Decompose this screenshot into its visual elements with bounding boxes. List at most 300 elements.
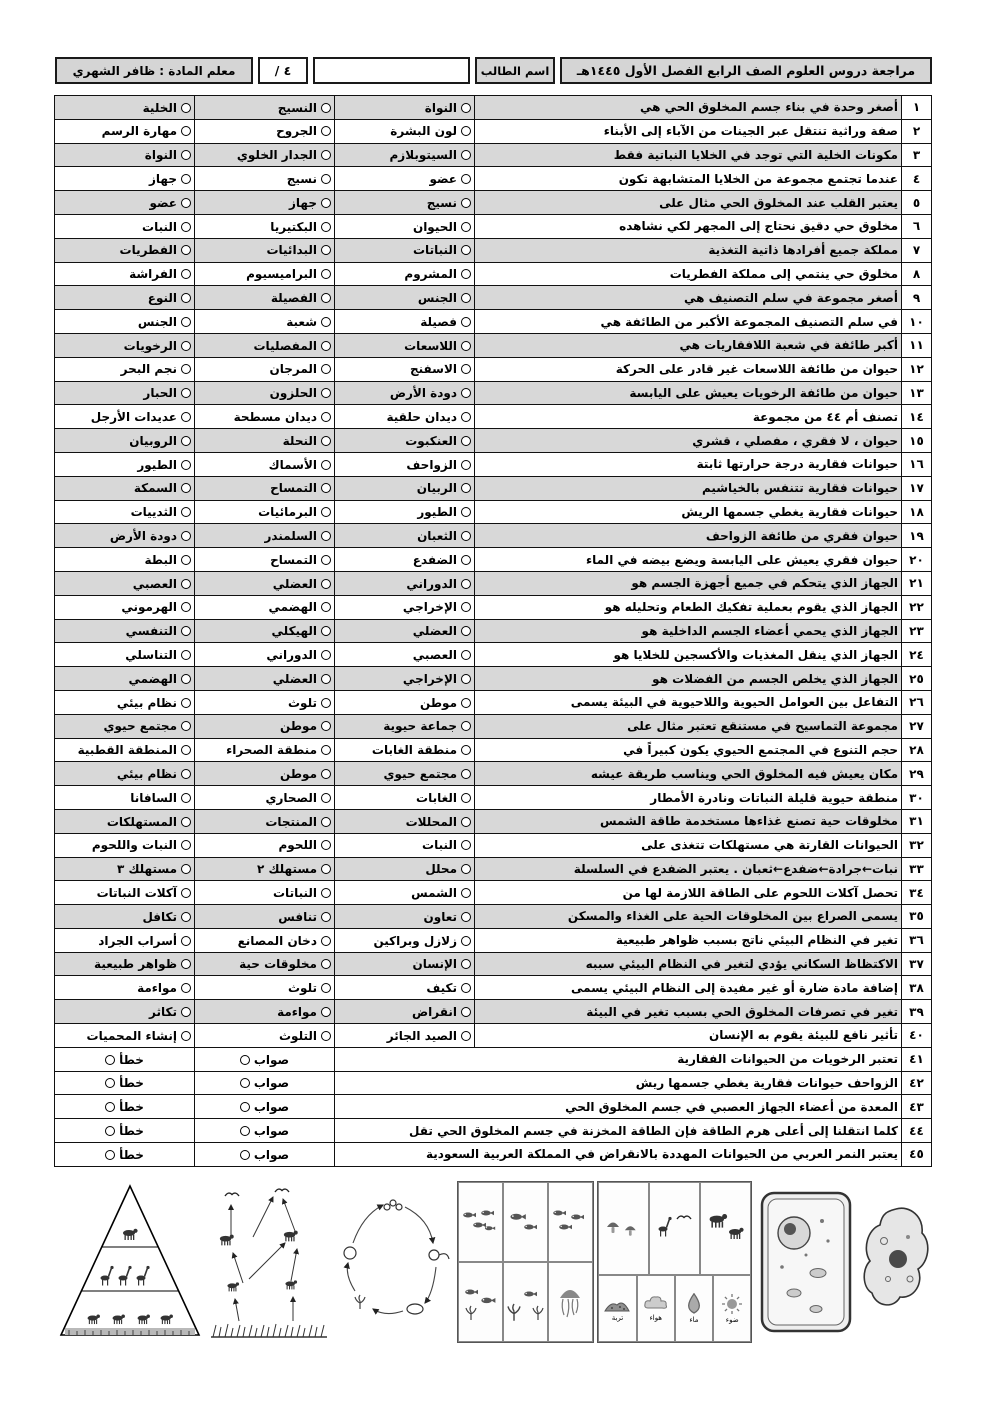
radio-icon[interactable] [181, 912, 191, 922]
student-name-field[interactable] [313, 57, 470, 84]
answer-option[interactable] [240, 1053, 289, 1067]
radio-icon[interactable] [240, 1078, 250, 1088]
answer-option[interactable] [97, 886, 191, 900]
answer-option[interactable] [429, 172, 471, 186]
answer-option[interactable] [273, 577, 331, 591]
radio-icon[interactable] [321, 198, 331, 208]
option-label: ديدان مسطحة [233, 410, 317, 424]
answer-option[interactable] [270, 386, 331, 400]
answer-option[interactable] [105, 1053, 144, 1067]
answer-option[interactable] [270, 553, 331, 567]
answer-option[interactable] [372, 743, 471, 757]
answer-option[interactable] [277, 1005, 331, 1019]
radio-icon[interactable] [321, 388, 331, 398]
answer-option[interactable] [420, 696, 471, 710]
answer-option[interactable] [129, 267, 191, 281]
answer-option[interactable] [258, 505, 331, 519]
answer-option[interactable] [268, 600, 331, 614]
radio-icon[interactable] [321, 460, 331, 470]
option-label: مستهلك ٢ [256, 862, 317, 877]
answer-option[interactable] [131, 505, 191, 519]
answer-option[interactable] [283, 434, 331, 448]
answer-option[interactable] [424, 910, 472, 924]
answer-option[interactable] [413, 220, 471, 234]
answer-option[interactable] [145, 148, 191, 162]
radio-icon[interactable] [181, 222, 191, 232]
option-label: تلوث [288, 695, 317, 710]
radio-icon[interactable] [321, 507, 331, 517]
radio-icon[interactable] [181, 126, 191, 136]
radio-icon[interactable] [321, 483, 331, 493]
radio-icon[interactable] [240, 1126, 250, 1136]
radio-icon[interactable] [181, 293, 191, 303]
answer-option[interactable] [246, 267, 331, 281]
option-label: البكتيريا [270, 219, 317, 234]
answer-option[interactable] [413, 624, 471, 638]
answer-option[interactable] [269, 362, 331, 376]
answer-option[interactable] [117, 696, 191, 710]
radio-icon[interactable] [181, 817, 191, 827]
radio-icon[interactable] [181, 507, 191, 517]
answer-option[interactable] [137, 981, 191, 995]
answer-option[interactable] [404, 339, 471, 353]
radio-icon[interactable] [321, 555, 331, 565]
answer-cell [55, 667, 195, 691]
radio-icon[interactable] [321, 864, 331, 874]
answer-option[interactable] [269, 458, 331, 472]
answer-option[interactable] [406, 815, 471, 829]
radio-icon[interactable] [321, 912, 331, 922]
radio-icon[interactable] [461, 555, 471, 565]
radio-icon[interactable] [461, 436, 471, 446]
answer-option[interactable] [145, 553, 191, 567]
radio-icon[interactable] [461, 650, 471, 660]
answer-option[interactable] [413, 553, 471, 567]
radio-icon[interactable] [461, 460, 471, 470]
answer-option[interactable] [240, 1124, 289, 1138]
answer-option[interactable] [105, 1148, 144, 1162]
radio-icon[interactable] [321, 341, 331, 351]
radio-icon[interactable] [461, 103, 471, 113]
radio-icon[interactable] [321, 103, 331, 113]
answer-option[interactable] [390, 386, 471, 400]
radio-icon[interactable] [181, 555, 191, 565]
radio-icon[interactable] [181, 198, 191, 208]
radio-icon[interactable] [321, 626, 331, 636]
radio-icon[interactable] [461, 888, 471, 898]
radio-icon[interactable] [461, 864, 471, 874]
answer-option[interactable] [404, 267, 471, 281]
radio-icon[interactable] [321, 959, 331, 969]
answer-option[interactable] [94, 957, 191, 971]
answer-cell [55, 191, 195, 215]
radio-icon[interactable] [321, 174, 331, 184]
answer-option[interactable] [403, 600, 471, 614]
answer-option[interactable] [133, 577, 191, 591]
answer-option[interactable] [107, 815, 191, 829]
answer-option[interactable] [403, 672, 471, 686]
answer-option[interactable] [266, 243, 331, 257]
radio-icon[interactable] [181, 103, 191, 113]
answer-option[interactable] [287, 172, 331, 186]
radio-icon[interactable] [181, 150, 191, 160]
radio-icon[interactable] [461, 531, 471, 541]
answer-option[interactable] [387, 1029, 471, 1043]
answer-option[interactable] [413, 243, 471, 257]
question-number: ١٩ [902, 524, 932, 548]
radio-icon[interactable] [461, 293, 471, 303]
answer-cell [55, 809, 195, 833]
answer-option[interactable] [426, 981, 471, 995]
radio-icon[interactable] [461, 698, 471, 708]
question-row [55, 1119, 932, 1143]
radio-icon[interactable] [461, 483, 471, 493]
radio-icon[interactable] [461, 674, 471, 684]
question-text: حيوانات فقارية تتنفس بالخياشيم [475, 476, 902, 500]
answer-option[interactable] [130, 791, 191, 805]
radio-icon[interactable] [105, 1126, 115, 1136]
answer-option[interactable] [121, 362, 191, 376]
answer-option[interactable] [416, 791, 471, 805]
radio-icon[interactable] [461, 769, 471, 779]
answer-option[interactable] [226, 743, 331, 757]
radio-icon[interactable] [181, 460, 191, 470]
radio-icon[interactable] [461, 1031, 471, 1041]
radio-icon[interactable] [461, 126, 471, 136]
answer-option[interactable] [422, 838, 471, 852]
radio-icon[interactable] [461, 912, 471, 922]
radio-icon[interactable] [461, 150, 471, 160]
answer-option[interactable] [105, 1124, 144, 1138]
radio-icon[interactable] [321, 412, 331, 422]
amoeba-figure [860, 1181, 932, 1343]
radio-icon[interactable] [461, 983, 471, 993]
option-label: لون البشرة [390, 124, 457, 139]
answer-option[interactable] [272, 624, 331, 638]
radio-icon[interactable] [461, 174, 471, 184]
answer-option[interactable] [405, 434, 471, 448]
radio-icon[interactable] [181, 317, 191, 327]
answer-option[interactable] [420, 315, 471, 329]
radio-icon[interactable] [181, 840, 191, 850]
answer-cell [55, 476, 195, 500]
radio-icon[interactable] [181, 864, 191, 874]
radio-icon[interactable] [461, 412, 471, 422]
answer-option[interactable] [105, 1076, 144, 1090]
answer-option[interactable] [418, 291, 471, 305]
answer-cell [195, 738, 335, 762]
radio-icon[interactable] [321, 150, 331, 160]
answer-option[interactable] [105, 1100, 144, 1114]
answer-option[interactable] [125, 648, 191, 662]
radio-icon[interactable] [461, 840, 471, 850]
answer-option[interactable] [138, 315, 191, 329]
answer-option[interactable] [117, 862, 191, 876]
answer-option[interactable] [412, 957, 471, 971]
question-text: مكان يعيش فيه المخلوق الحي ويناسب طريقة عيشه [475, 762, 902, 786]
answer-option[interactable] [280, 767, 331, 781]
answer-cell [55, 833, 195, 857]
radio-icon[interactable] [105, 1078, 115, 1088]
answer-option[interactable] [425, 101, 471, 115]
answer-option[interactable] [412, 1005, 471, 1019]
answer-option[interactable] [92, 838, 191, 852]
answer-option[interactable] [98, 934, 191, 948]
mushrooms-photo [598, 1182, 649, 1275]
radio-icon[interactable] [461, 269, 471, 279]
question-row [55, 1047, 932, 1071]
answer-option[interactable] [129, 434, 191, 448]
question-row [55, 405, 932, 429]
radio-icon[interactable] [321, 317, 331, 327]
answer-option[interactable] [390, 148, 471, 162]
radio-icon[interactable] [181, 721, 191, 731]
radio-icon[interactable] [321, 364, 331, 374]
radio-icon[interactable] [321, 650, 331, 660]
radio-icon[interactable] [240, 1150, 250, 1160]
radio-icon[interactable] [181, 698, 191, 708]
answer-option[interactable] [239, 957, 331, 971]
radio-icon[interactable] [321, 793, 331, 803]
radio-icon[interactable] [181, 602, 191, 612]
answer-option[interactable] [406, 458, 471, 472]
answer-option[interactable] [273, 886, 331, 900]
radio-icon[interactable] [321, 531, 331, 541]
answer-option[interactable] [427, 196, 471, 210]
radio-icon[interactable] [181, 483, 191, 493]
answer-option[interactable] [110, 529, 191, 543]
radio-icon[interactable] [181, 1007, 191, 1017]
radio-icon[interactable] [105, 1102, 115, 1112]
answer-option[interactable] [121, 600, 191, 614]
radio-icon[interactable] [105, 1150, 115, 1160]
radio-icon[interactable] [181, 269, 191, 279]
answer-option[interactable] [237, 148, 331, 162]
radio-icon[interactable] [461, 602, 471, 612]
answer-option[interactable] [124, 339, 191, 353]
answer-option[interactable] [289, 196, 331, 210]
answer-option[interactable] [240, 1076, 289, 1090]
option-label: الخلية [142, 100, 177, 115]
radio-icon[interactable] [181, 650, 191, 660]
radio-icon[interactable] [181, 674, 191, 684]
answer-option[interactable] [142, 220, 191, 234]
radio-icon[interactable] [461, 626, 471, 636]
answer-option[interactable] [143, 101, 191, 115]
radio-icon[interactable] [321, 245, 331, 255]
answer-option[interactable] [240, 1100, 289, 1114]
answer-option[interactable] [240, 1148, 289, 1162]
answer-option[interactable] [78, 743, 191, 757]
option-label: نظام بيئي [116, 695, 177, 710]
option-label: جهاز [289, 195, 317, 210]
radio-icon[interactable] [181, 745, 191, 755]
radio-icon[interactable] [181, 364, 191, 374]
radio-icon[interactable] [321, 126, 331, 136]
answer-option[interactable] [234, 410, 331, 424]
answer-option[interactable] [286, 315, 331, 329]
radio-icon[interactable] [321, 721, 331, 731]
answer-option[interactable] [288, 696, 331, 710]
radio-icon[interactable] [461, 959, 471, 969]
radio-icon[interactable] [461, 507, 471, 517]
option-label: الفصيلة [270, 291, 317, 306]
answer-option[interactable] [411, 886, 471, 900]
answer-option[interactable] [278, 101, 331, 115]
radio-icon[interactable] [181, 936, 191, 946]
answer-option[interactable] [417, 505, 471, 519]
answer-option[interactable] [265, 791, 331, 805]
radio-icon[interactable] [105, 1055, 115, 1065]
answer-option[interactable] [134, 481, 191, 495]
radio-icon[interactable] [321, 745, 331, 755]
answer-option[interactable] [413, 648, 471, 662]
answer-option[interactable] [279, 838, 331, 852]
radio-icon[interactable] [181, 769, 191, 779]
radio-icon[interactable] [321, 293, 331, 303]
answer-option[interactable] [265, 815, 331, 829]
answer-option[interactable] [149, 172, 191, 186]
radio-icon[interactable] [321, 888, 331, 898]
answer-option[interactable] [273, 672, 331, 686]
radio-icon[interactable] [181, 412, 191, 422]
answer-cell [55, 976, 195, 1000]
answer-option[interactable] [149, 1005, 191, 1019]
radio-icon[interactable] [321, 602, 331, 612]
answer-option[interactable] [120, 243, 191, 257]
answer-option[interactable] [254, 339, 332, 353]
radio-icon[interactable] [321, 674, 331, 684]
answer-option[interactable] [87, 1029, 191, 1043]
radio-icon[interactable] [461, 388, 471, 398]
radio-icon[interactable] [181, 531, 191, 541]
radio-icon[interactable] [461, 936, 471, 946]
answer-option[interactable] [425, 862, 471, 876]
answer-option[interactable] [128, 672, 191, 686]
radio-icon[interactable] [461, 245, 471, 255]
question-number: ٢٥ [902, 667, 932, 691]
radio-icon[interactable] [240, 1102, 250, 1112]
answer-option[interactable] [266, 648, 331, 662]
radio-icon[interactable] [461, 579, 471, 589]
radio-icon[interactable] [181, 436, 191, 446]
answer-cell [195, 381, 335, 405]
answer-cell [195, 1024, 335, 1048]
option-label: تكافل [142, 909, 177, 924]
answer-option[interactable] [117, 767, 191, 781]
answer-option[interactable] [143, 386, 191, 400]
answer-option[interactable] [149, 196, 191, 210]
answer-option[interactable] [137, 458, 191, 472]
answer-option[interactable] [148, 291, 191, 305]
radio-icon[interactable] [321, 936, 331, 946]
radio-icon[interactable] [461, 341, 471, 351]
radio-icon[interactable] [461, 721, 471, 731]
radio-icon[interactable] [321, 1007, 331, 1017]
question-number: ١٧ [902, 476, 932, 500]
answer-option[interactable] [91, 410, 191, 424]
answer-option[interactable] [104, 719, 191, 733]
radio-icon[interactable] [321, 983, 331, 993]
option-label: الإخراجي [402, 600, 457, 615]
radio-icon[interactable] [181, 626, 191, 636]
answer-cell [335, 833, 475, 857]
answer-option[interactable] [384, 767, 471, 781]
answer-option[interactable] [280, 719, 331, 733]
answer-option[interactable] [278, 910, 331, 924]
radio-icon[interactable] [461, 198, 471, 208]
answer-option[interactable] [373, 934, 471, 948]
radio-icon[interactable] [461, 317, 471, 327]
option-label: فصيلة [420, 314, 457, 329]
radio-icon[interactable] [321, 579, 331, 589]
radio-icon[interactable] [181, 888, 191, 898]
answer-option[interactable] [238, 934, 331, 948]
radio-icon[interactable] [461, 1007, 471, 1017]
radio-icon[interactable] [461, 364, 471, 374]
answer-option[interactable] [270, 220, 331, 234]
answer-option[interactable] [417, 529, 471, 543]
option-label: السلمندر [264, 528, 317, 543]
question-row [55, 191, 932, 215]
answer-option[interactable] [257, 862, 331, 876]
answer-option[interactable] [406, 577, 471, 591]
radio-icon[interactable] [181, 959, 191, 969]
radio-icon[interactable] [181, 341, 191, 351]
answer-option[interactable] [279, 1029, 331, 1043]
radio-icon[interactable] [181, 1031, 191, 1041]
answer-option[interactable] [288, 981, 331, 995]
radio-icon[interactable] [321, 840, 331, 850]
radio-icon[interactable] [321, 817, 331, 827]
radio-icon[interactable] [321, 1031, 331, 1041]
radio-icon[interactable] [181, 174, 191, 184]
radio-icon[interactable] [181, 793, 191, 803]
answer-option[interactable] [270, 481, 331, 495]
answer-option[interactable] [417, 481, 471, 495]
radio-icon[interactable] [321, 269, 331, 279]
radio-icon[interactable] [321, 222, 331, 232]
radio-icon[interactable] [321, 436, 331, 446]
radio-icon[interactable] [321, 769, 331, 779]
radio-icon[interactable] [240, 1055, 250, 1065]
radio-icon[interactable] [461, 793, 471, 803]
answer-option[interactable] [264, 529, 331, 543]
answer-cell [55, 714, 195, 738]
answer-option[interactable] [126, 624, 191, 638]
answer-cell [195, 619, 335, 643]
radio-icon[interactable] [181, 245, 191, 255]
radio-icon[interactable] [461, 817, 471, 827]
radio-icon[interactable] [181, 983, 191, 993]
radio-icon[interactable] [181, 388, 191, 398]
radio-icon[interactable] [181, 579, 191, 589]
answer-option[interactable] [410, 362, 471, 376]
answer-option[interactable] [142, 910, 191, 924]
answer-cell [55, 619, 195, 643]
answer-option[interactable] [390, 124, 471, 138]
radio-icon[interactable] [461, 745, 471, 755]
answer-cell [335, 524, 475, 548]
radio-icon[interactable] [461, 222, 471, 232]
answer-option[interactable] [387, 410, 472, 424]
answer-option[interactable] [383, 719, 471, 733]
answer-option[interactable] [276, 124, 331, 138]
option-label: الدوراني [406, 576, 457, 591]
radio-icon[interactable] [321, 698, 331, 708]
answer-option[interactable] [102, 124, 191, 138]
answer-option[interactable] [271, 291, 331, 305]
